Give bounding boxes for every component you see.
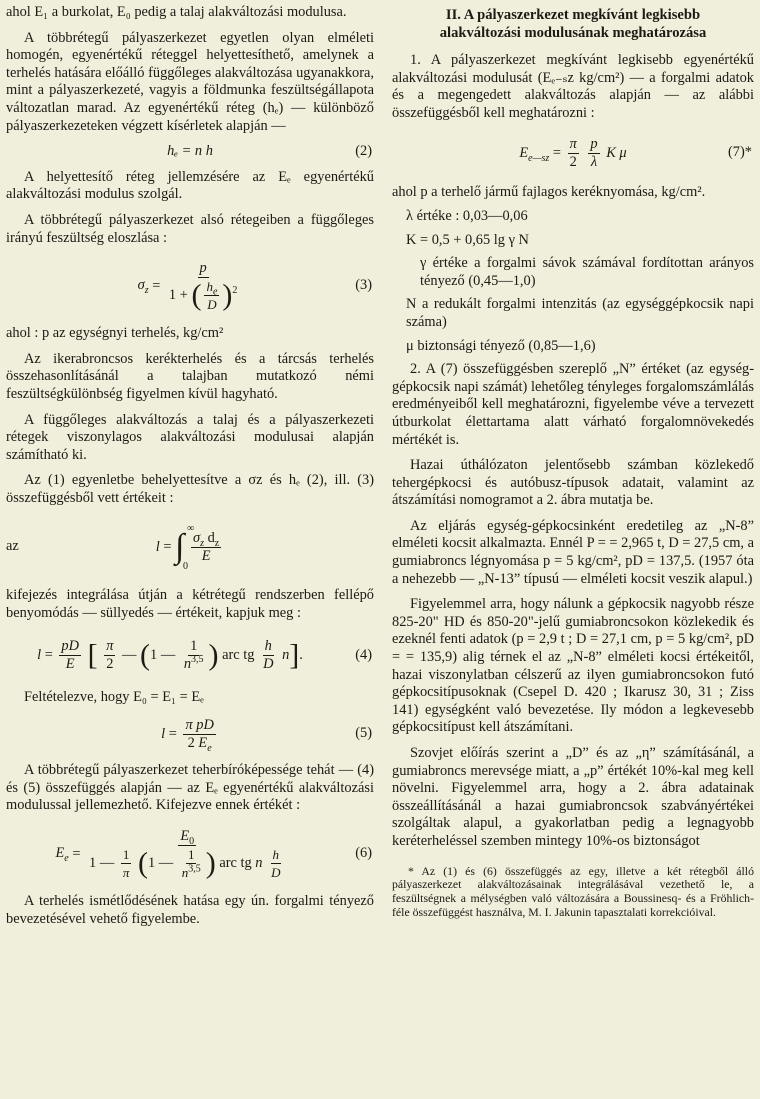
equation-body: l = $\frac{pD}{E}$ [ $\frac{\pi}{2}$ — (1 — $\frac{1}{n^{3,5}}$ ) arc tg $\frac{h}{D}$ n]. [37, 638, 303, 673]
paragraph: ahol : p az egységnyi terhelés, kg/cm² [6, 325, 224, 342]
paragraph: A többrétegű pályaszerkezet egyetlen olyan elméleti homogén, egyenértékű réteggel helyettesíthető, amelynek a terhelés hatására előálló függőleges alakváltozása ugyanakkora, mint a pályaszerkezeté, vagyis a földmunka feszültségállapota változatlan marad. Az egyenértékű réteg (hₑ) — különböző pályaszerkezeteken végzett kísérletek alapján — [6, 29, 374, 134]
equation-3 [6, 255, 374, 317]
definition-p: ahol p a terhelő jármű fajlagos keréknyomása, kg/cm². [392, 184, 706, 201]
paragraph: Hazai úthálózaton jelentősebb számban közlekedő tehergépkocsi és autóbusz-típusok adatait, valamint az átszámítási nomogramot a 2. ábra mutatja be. [392, 457, 754, 509]
definition-n: N a redukált forgalmi intenzitás (az egységgépkocsik napi száma) [406, 296, 754, 330]
left-column [6, 4, 374, 936]
paragraph: Szovjet előírás szerint a „D” és az „η” számításánál, a gumiabroncs merevsége miatt, a „p” értékét 10%-kal meg kell növelni. Figyelemmel arra, hogy a 2. ábra adatainak összeállításánál a hazai gumiabroncsok szabványértékei szolgáltak alapul, a gyakorlatban pedig a legnagyobb keréterheléssel szemben mintegy 10%-os biztonságot [392, 745, 754, 849]
equation-body: hₑ = n h [167, 143, 213, 160]
definition-k: K = 0,5 + 0,65 lg γ N [406, 231, 529, 248]
paragraph: 1. A pályaszerkezet megkívánt legkisebb egyenértékű alakváltozási modulusát (Eₑ₋ₛz kg/cm²) — a forgalmi adatok és a megengedett alakváltozás alapján — az alábbi összefüggésből kell meghatározni : [392, 52, 754, 121]
equation-number: (4) [355, 646, 372, 663]
paragraph: A terhelés ismétlődésének hatása egy ún. forgalmi tényező bevezetésével vehető figyelembe. [6, 893, 374, 927]
equation-number: (2) [355, 143, 372, 160]
equation-body: l = ∫ ∞ 0 $\frac{\sigma_z d_z}{E}$ [155, 523, 220, 573]
equation-number: (7)* [728, 144, 752, 161]
definition-gamma: γ értéke a forgalmi sávok számával fordítottan arányos tényező (0,45—1,0) [420, 255, 754, 289]
equation-2 [6, 143, 374, 161]
footnote [392, 865, 754, 920]
equation-body: $E_e$ = $E_0$ 1 — $\frac{1}{\pi}$ (1 — $\frac{1}{n^{3,5}}$ ) arc tg n $\frac{h}{D}$ [55, 827, 281, 880]
paragraph: A függőleges alakváltozás a talaj és a pályaszerkezeti rétegek viszonylagos alakváltozási modulusai alapján számítható ki. [6, 411, 374, 463]
section-heading [392, 6, 754, 42]
definition-mu: μ biztonsági tényező (0,85—1,6) [406, 337, 596, 354]
definition-lambda: λ értéke : 0,03—0,06 [406, 207, 528, 224]
equation-integral [6, 515, 374, 579]
paragraph: Az eljárás egység-gépkocsinként eredetileg az „N-8” elméleti kocsit alkalmazta. Ennél P = = 2,965 t, D = 27,5 cm, a gumiabroncs légnyomása p = 5 kg/cm², pD = 137,5. (1957 óta a nehezebb — „N-13” típusú — elméleti kocsit veszik alapul.) [392, 517, 754, 587]
right-column [392, 4, 754, 920]
heading-line: alakváltozási modulusának meghatározása [439, 25, 707, 41]
paragraph: Az (1) egyenletbe behelyettesítve a σz és hₑ (2), ill. (3) összefüggésből vett értékeit : [6, 472, 374, 506]
paragraph: ahol E₁ a burkolat, E₀ pedig a talaj alakváltozási modulusa. [6, 4, 347, 20]
equation-5 [6, 714, 374, 754]
equation-number: (5) [355, 725, 372, 742]
equation-body: l = $\frac{\text{π pD}}{2 E_e}$ [161, 716, 214, 754]
equation-body: $E_{e—sz}$ = $\frac{\pi}{2}$ $\frac{p}{\lambda}$ K μ [519, 135, 627, 170]
equation-label: az [6, 538, 19, 555]
paragraph: Az ikerabroncsos kerékterhelés és a tárcsás terhelés összehasonlításánál a talajban mutatkozó némi feszültségkülönbség figyelmen kívül hagyható. [6, 350, 374, 402]
equation-number: (3) [355, 277, 372, 294]
equation-number: (6) [355, 845, 372, 862]
equation-body: $\sigma_z$ = p 1 + ( $\frac{h_e}{D}$ )$^2$ [137, 259, 238, 312]
paragraph: A helyettesítő réteg jellemzésére az Eₑ egyenértékű alakváltozási modulus szolgál. [6, 168, 374, 203]
equation-6 [6, 823, 374, 885]
paragraph: kifejezés integrálása útján a kétrétegű rendszerben fellépő benyomódás — süllyedés — értékeit, kapjuk meg : [6, 587, 374, 622]
footnote-text: * Az (1) és (6) összefüggés az egy, illetve a két rétegből álló pályaszerkezet alakváltozásainak integrálásával vezethető le, a feszültségnek a mélységben való változására a Boussinesq- és a Fröhlich-féle összefüggést használva, M. I. Jakunin tapasztalati korrekcióival. [392, 863, 754, 919]
equation-4 [6, 631, 374, 681]
paragraph: 2. A (7) összefüggésben szereplő „N” értéket (az egység-gépkocsik napi számát) lehetőleg tényleges forgalomszámlálás eredményeiből kell meghatározni, figyelembe véve a tervezett útburkolat élettartama alatt várható forgalomnövekedés mértékét is. [392, 361, 754, 448]
heading-line: II. A pályaszerkezet megkívánt legkisebb [445, 7, 701, 23]
paragraph: A többrétegű pályaszerkezet alsó rétegeiben a függőleges irányú feszültség eloszlása : [6, 211, 374, 246]
paragraph: A többrétegű pályaszerkezet teherbíróképessége tehát — (4) és (5) összefüggés alapján — az Eₑ egyenértékű alakváltozási modulussal jellemezhető. Kifejezve ennek értékét : [6, 762, 374, 814]
paragraph: Feltételezve, hogy E₀ = E₁ = Eₑ [24, 688, 204, 705]
paragraph: Figyelemmel arra, hogy nálunk a gépkocsik nagyobb része 825-20" HD és 850-20"-jelű gumiabroncsokon közlekedik és ezeknél fenti adatok (p = 2,9 t ; D = 27,1 cm, p = 5 kg/cm², pD = = 135,9) alig térnek el az „N-8” elméleti kocsi értékeitől, hazai viszonylatban célszerű az ilyen gumiabroncsokon futó gépkocsitípusoknak (Csepel D. 420 ; Ikarusz 30, 31 ; Ziss 141) egységként való bevezetése. Ily módon a legkevesebb gépkocsitípust kell átszámítani. [392, 596, 754, 736]
equation-7 [392, 130, 754, 176]
